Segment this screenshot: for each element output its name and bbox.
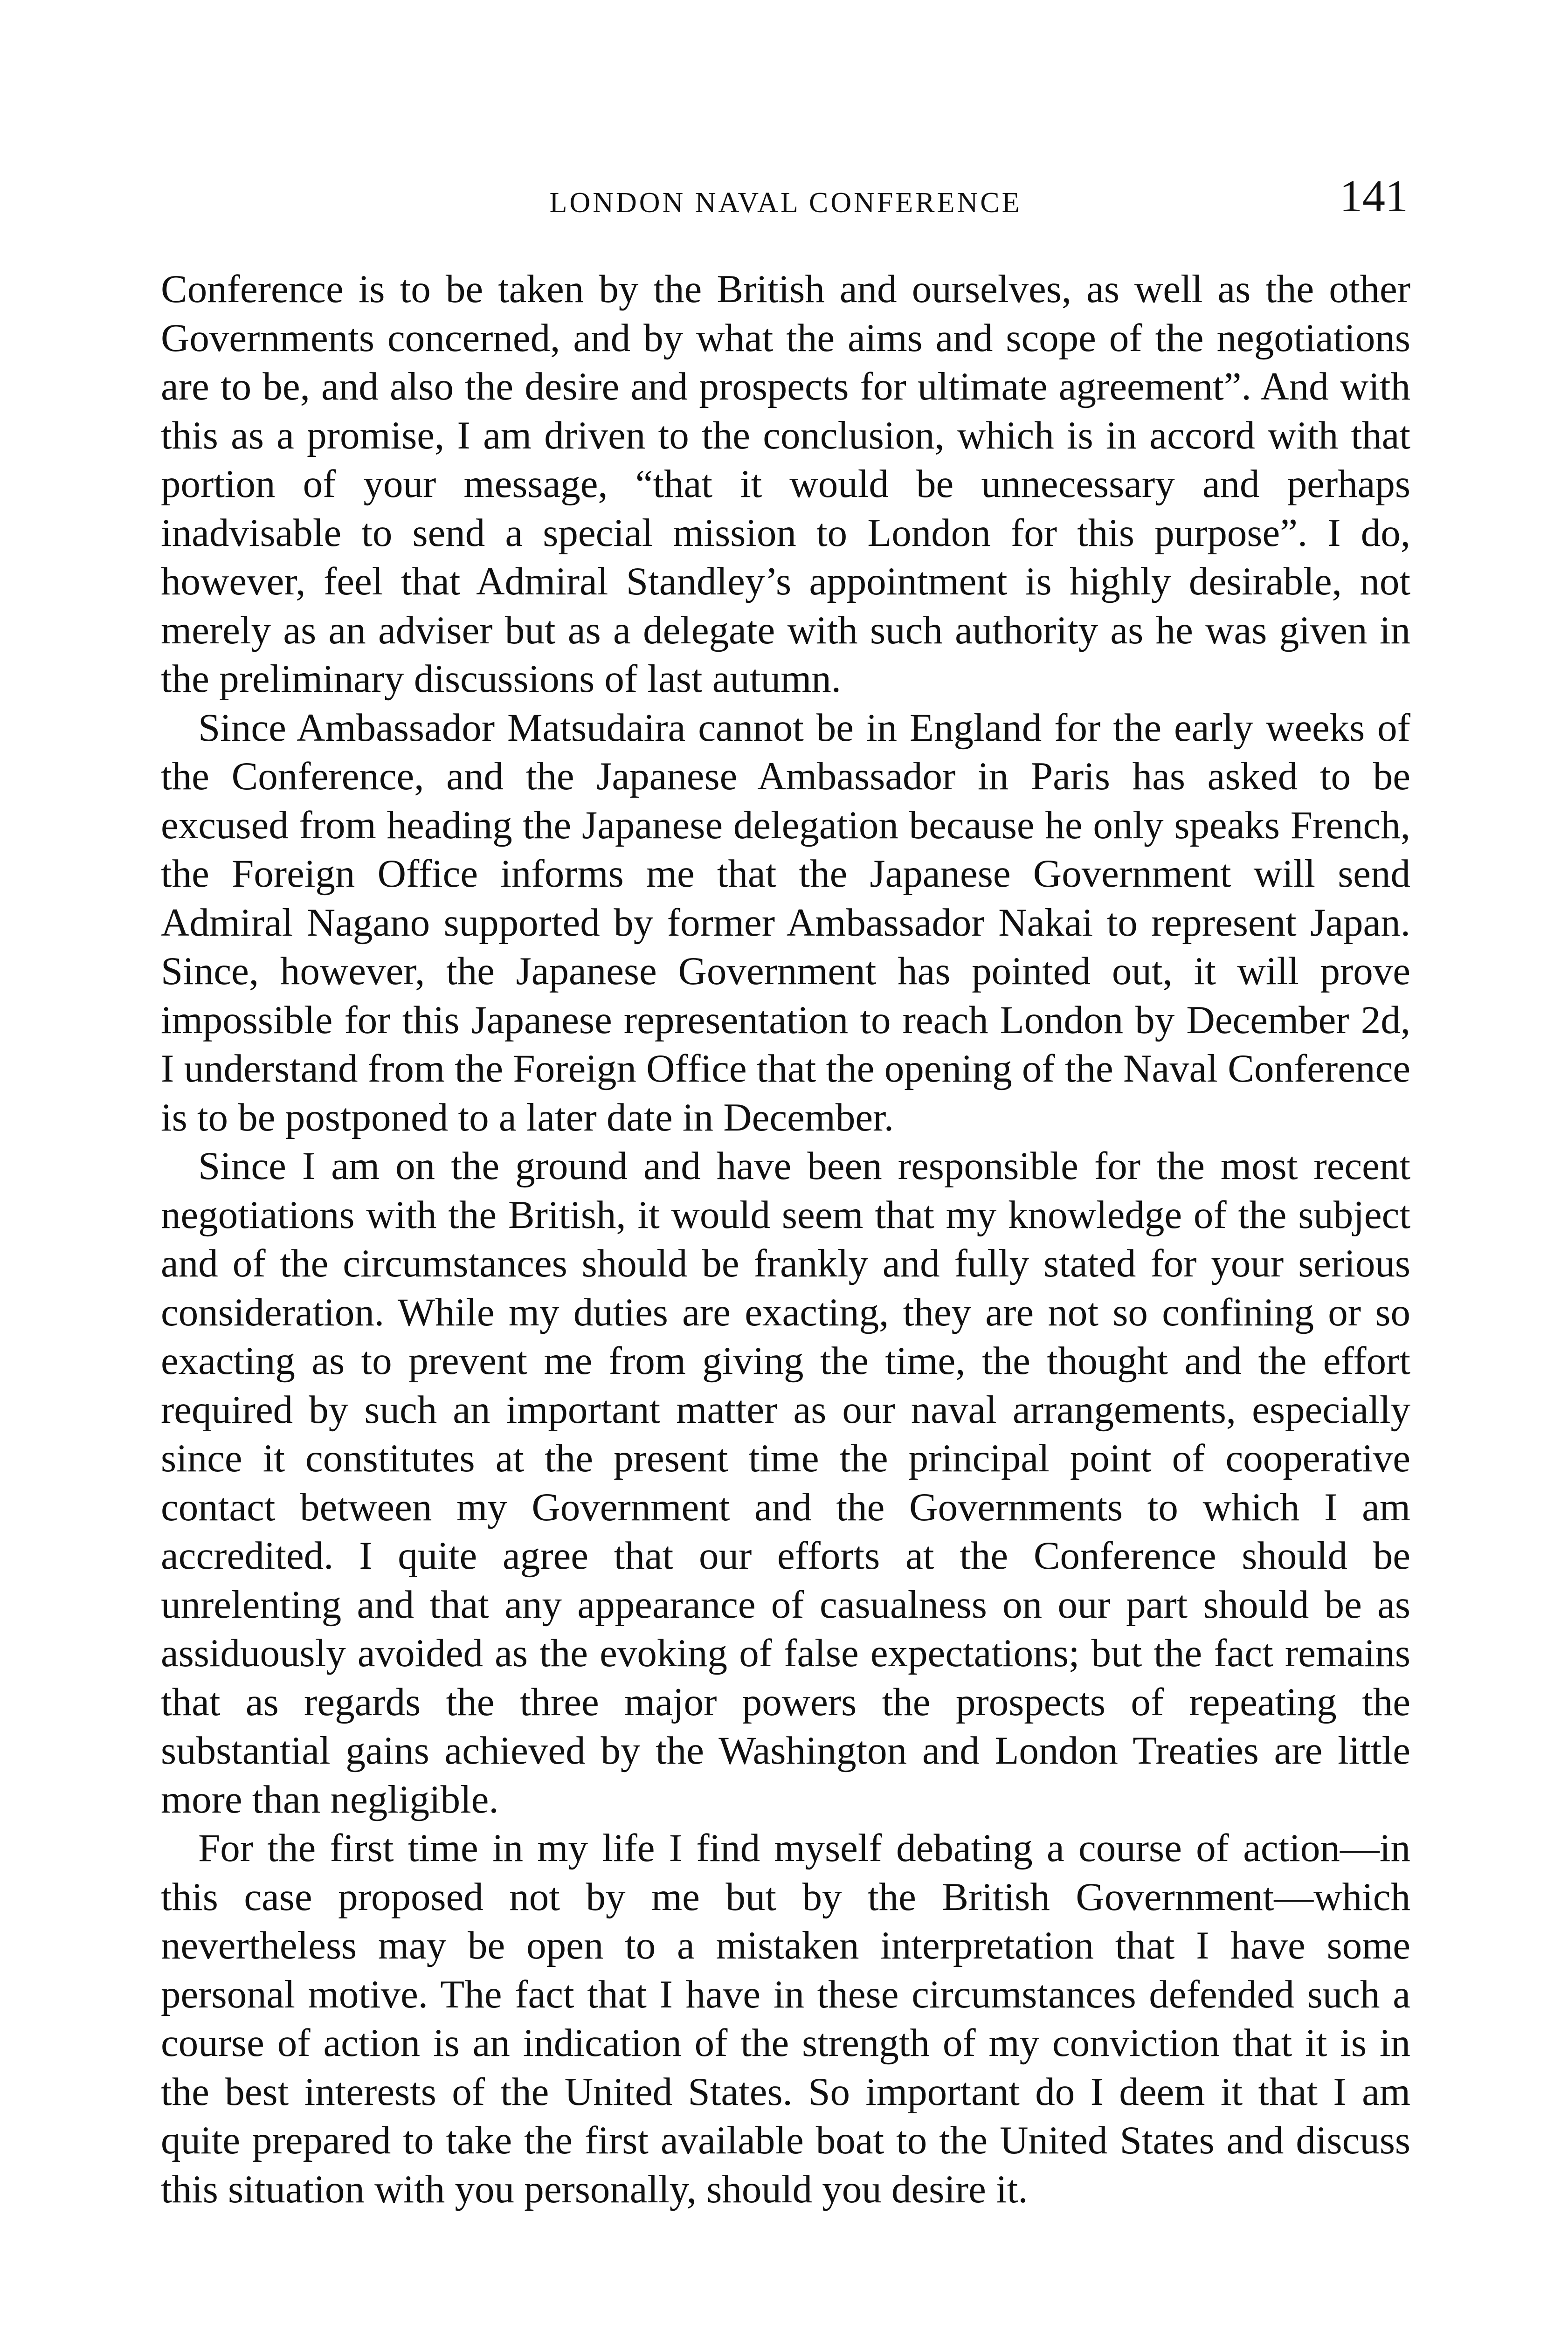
running-head bbox=[163, 173, 1408, 229]
paragraph-2: Since Ambassador Matsudaira cannot be in England for the early weeks of the Conference, and the Japanese Ambassador in Paris has asked to be excused from heading the Japanese delegation because he only speaks French, the Foreign Office informs me that the Japanese Government will send Admiral Nagano supported by former Ambassador Nakai to represent Japan. Since, however, the Japanese Government has pointed out, it will prove impossible for this Japanese representation to reach London by December 2d, I understand from the Foreign Office that the opening of the Naval Conference is to be postponed to a later date in December. bbox=[161, 705, 1410, 1139]
paragraph-4: For the first time in my life I find myself debating a course of action—in this case proposed not by me but by the British Government—which nevertheless may be open to a mistaken interpretation that I have some personal motive. The fact that I have in these circumstances defended such a course of action is an indication of the strength of my conviction that it is in the best interests of the United States. So important do I deem it that I am quite prepared to take the first available boat to the United States and discuss this situation with you personally, should you desire it. bbox=[161, 1826, 1410, 2211]
page-number: 141 bbox=[1340, 171, 1408, 221]
paragraph-3: Since I am on the ground and have been responsible for the most recent negotiations with the British, it would seem that my knowledge of the subject and of the circumstances should be frankly and fully stated for your serious consideration. While my duties are exacting, they are not so confining or so exacting as to prevent me from giving the time, the thought and the effort required by such an important matter as our naval arrangements, especially since it constitutes at the present time the principal point of cooperative contact between my Government and the Governments to which I am accredited. I quite agree that our efforts at the Conference should be unrelenting and that any appearance of casualness on our part should be as assiduously avoided as the evoking of false expectations; but the fact remains that as regards the three major powers the prospects of repeating the substantial gains achieved by the Washington and London Treaties are little more than negligible. bbox=[161, 1144, 1410, 1821]
paragraph-1: Conference is to be taken by the British and ourselves, as well as the other Governments concerned, and by what the aims and scope of the negotiations are to be, and also the desire and prospects for ultimate agreement”. And with this as a promise, I am driven to the conclusion, which is in accord with that portion of your message, “that it would be unnecessary and perhaps inadvisable to send a special mission to London for this purpose”. I do, however, feel that Admiral Standley’s appointment is highly desirable, not merely as an adviser but as a delegate with such authority as he was given in the preliminary discussions of last autumn. bbox=[161, 267, 1410, 701]
body-text bbox=[161, 265, 1410, 2214]
running-title: LONDON NAVAL CONFERENCE bbox=[549, 187, 1022, 219]
